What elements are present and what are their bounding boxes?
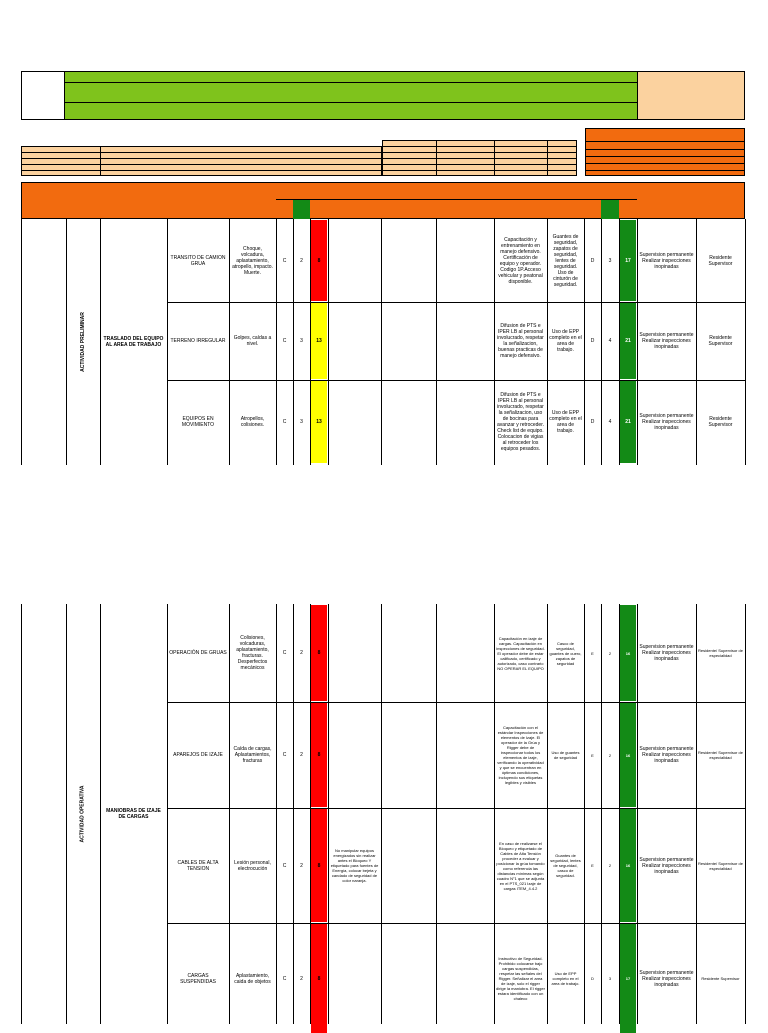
col-eliminacion — [328, 200, 381, 219]
cell-elim — [329, 605, 380, 701]
cell-accion: Supervision permanente Realizar inspecciones inopinadas — [639, 856, 694, 875]
cell-peligro: EQUIPOS EN MOVIMIENTO — [181, 416, 215, 428]
firma-header — [494, 140, 547, 146]
cell-resp: Residente Supervisor — [701, 976, 740, 981]
col-proceso — [21, 182, 66, 219]
cell-adm: Capacitación con el estándar Inspecciones de elementos de Izaje. El operador de la Grúa y Rigger debe de inspeccionar todos los elementos de izaje, verificando la operatividad y que se encuentran en óptimas condiciones, incluyendo sus etiquetas legibles y visibles — [497, 725, 544, 785]
cargo-header — [436, 140, 494, 146]
legend-row — [586, 164, 744, 171]
cell-ing — [437, 924, 493, 1033]
cell-sust — [382, 381, 435, 463]
cell-elim — [329, 220, 380, 301]
cell-epp: Uso de EPP completo en el area de trabajo. — [549, 329, 582, 353]
cell-sust — [382, 220, 435, 301]
cell-rp: E — [591, 752, 594, 758]
actividad-cell — [66, 219, 100, 465]
tarea-cell: MANIOBRAS DE IZAJE DE CARGAS — [106, 808, 161, 820]
col-evaluacion — [276, 182, 328, 200]
info-area — [21, 146, 382, 176]
cell-epp: Uso de EPP completo en el area de trabajo. — [549, 410, 582, 434]
cell-adm: Difusion de PTS e IPER LB al personal involucrado, respetar la señalizacion, buenas practicas de manejo defensivo. — [497, 323, 544, 359]
cell-rs: 3 — [608, 976, 612, 981]
cell-accion: Supervision permanente Realizar inspecciones inopinadas — [639, 969, 694, 988]
cell-rp: D — [590, 257, 595, 264]
cell-riesgo: Lesión personal, electrocución — [234, 859, 271, 872]
cell-pxs: 13 — [311, 303, 327, 379]
cell-riesgo: Choque, volcadura, aplastamiento, atropello, impacto. Muerte. — [232, 245, 273, 276]
cell-rp: D — [591, 976, 594, 981]
cell-pxs: 13 — [311, 381, 327, 463]
cell-resp: Residente Supervisor — [708, 254, 733, 267]
cell-ing — [437, 809, 493, 922]
doc-fecha — [640, 97, 742, 104]
cell-riesgo: Caída de cargas, Aplastamientos, fracturas — [233, 746, 272, 764]
col-riesgos — [229, 182, 276, 219]
cell-sust — [382, 703, 435, 807]
col-responsable — [696, 182, 745, 219]
jerarquia-legend — [585, 141, 745, 176]
cell-rpxs: 17 — [620, 220, 636, 301]
actividad-label: ACTIVIDAD PRELIMINAR — [80, 312, 87, 372]
cell-rs: 4 — [608, 338, 612, 344]
col-jerarquia — [328, 182, 584, 200]
cell-epp: Uso de guantes de seguridad — [551, 750, 580, 760]
cell-sust — [382, 809, 435, 922]
cell-rpxs: 21 — [620, 303, 636, 379]
cell-resp: Residente Supervisor — [708, 335, 733, 347]
cell-sust — [382, 924, 435, 1033]
cell-rs: 3 — [608, 257, 612, 264]
col-reevaluacion — [584, 182, 637, 200]
cell-epp: Uso de EPP completo en el area de trabajo. — [551, 971, 580, 986]
cell-p: C — [282, 975, 287, 982]
cell-epp: Casco de seguridad, guantes de cuero, zapatos de seguridad — [549, 640, 582, 666]
col-ingenieria — [436, 200, 494, 219]
cell-rp: E — [591, 650, 594, 656]
col-rp — [584, 200, 601, 219]
doc-meta-box — [637, 71, 745, 120]
cell-ing — [437, 381, 493, 463]
cell-p: C — [282, 419, 287, 425]
cell-accion: Supervision permanente Realizar inspecciones inopinadas — [639, 644, 694, 662]
cell-elim — [329, 381, 380, 463]
col-epp — [547, 200, 584, 219]
col-rs — [601, 200, 619, 219]
col-actividad — [66, 182, 100, 219]
col-sustitucion — [381, 200, 436, 219]
cell-adm: Capacitación y entrenamiento en manejo defensivo. Certificación de equipo y operador. Codigo 1P.Acceso vehicular y peatonal disponible. — [498, 236, 543, 285]
legend-row — [586, 150, 744, 157]
cell-elim — [329, 703, 380, 807]
cell-resp: Residente/ Supervisor de especialidad — [698, 750, 743, 760]
cell-p: C — [282, 862, 287, 869]
cell-adm: Capacitación en izaje de cargas. Capacitación en inspecciones de seguridad. El operador debe de estar calificado, certificado y autorizado, caso contrario NO OPERAR EL EQUIPO — [496, 635, 545, 671]
legend-row — [586, 171, 744, 177]
cell-pxs: 8 — [311, 220, 327, 301]
doc-code — [640, 73, 742, 85]
cell-accion: Supervision permanente Realizar inspecciones inopinadas — [639, 746, 694, 764]
cell-rpxs: 16 — [620, 703, 636, 807]
cell-rp: E — [591, 863, 594, 868]
cell-ing — [437, 303, 493, 379]
cell-peligro: CARGAS SUSPENDIDAS — [180, 972, 216, 985]
cell-adm: Difusion de PTS e IPER LB al personal involucrado, respetar la señalizacion, uso de bocinas para avanzar y retroceder. Check list de equipo. Colocacion de vigias al retroceder los equipos pesados. — [497, 392, 544, 452]
cell-adm: En caso de realizarse el Bloqueo y etiquetado de Cables de Alta Tensión proceder a evaluar y posicionar la grúa tomando como referencia las distancias mínimas según cuadro N°1 que se adjunta en el PTS_021 Izaje de cargas ITEM_4.4.2 — [496, 840, 545, 891]
cell-s: 2 — [300, 257, 303, 264]
cell-adm: Instructivo de Seguridad. Prohibido colocarse bajo cargas suspendidas, respetar las señales del Rigger. Señalizar el area de izaje, solo el rigger dirige la maniobra. El rigger estara identificado con un chaleco — [496, 956, 545, 1001]
cell-ing — [437, 605, 493, 701]
cell-p: C — [282, 752, 287, 758]
cell-rpxs: 17 — [620, 924, 636, 1033]
actividad-label: ACTIVIDAD OPERATIVA — [80, 785, 87, 843]
cell-rs: 2 — [608, 752, 612, 758]
cell-elim — [329, 924, 380, 1033]
col-rpxs — [619, 200, 637, 219]
cell-ing — [437, 703, 493, 807]
cell-elim — [329, 303, 380, 379]
cell-riesgo: Aplastamiento, caida de objetos — [234, 972, 271, 985]
cell-rs: 4 — [608, 419, 612, 425]
col-pxs — [310, 200, 328, 219]
cell-epp: Guantes de seguridad, zapatos de seguridad, lentes de seguridad. Uso de cinturón de seguridad. — [552, 233, 579, 288]
header-line4 — [64, 102, 638, 120]
cell-s: 2 — [300, 752, 303, 758]
cell-ing — [437, 220, 493, 301]
cell-peligro: CABLES DE ALTA TENSION — [177, 859, 219, 872]
cell-pxs: 8 — [311, 703, 327, 807]
cell-s: 3 — [300, 338, 303, 344]
doc-version — [640, 85, 742, 97]
cell-rs: 2 — [608, 650, 612, 656]
header-line2-box — [64, 82, 638, 103]
logo-box — [21, 71, 65, 120]
col-p — [276, 200, 293, 219]
cell-peligro: OPERACIÓN DE GRUAS — [169, 650, 227, 656]
cell-accion: Supervision permanente Realizar inspecciones inopinadas — [639, 251, 694, 270]
cell-resp: Residente/ Supervisor de especialidad — [698, 648, 743, 658]
cell-p: C — [282, 338, 287, 344]
cell-peligro: APAREJOS DE IZAJE — [173, 752, 223, 758]
tarea-cell: TRASLADO DEL EQUIPO AL AREA DE TRABAJO — [103, 336, 164, 348]
cell-rs: 2 — [608, 863, 612, 868]
cell-pxs: 8 — [311, 924, 327, 1033]
legend-row — [586, 157, 744, 164]
cell-riesgo: Golpes, caídas a nivel. — [233, 335, 272, 347]
cell-resp: Residente Supervisor — [708, 416, 733, 428]
cell-pxs: 8 — [311, 809, 327, 922]
cell-sust — [382, 303, 435, 379]
cell-peligro: TRANSITO DE CAMION GRUA — [170, 254, 226, 267]
cell-p: C — [282, 257, 287, 264]
cell-epp: Guantes de seguridad, lentes de seguridad, casco de seguridad. — [550, 853, 581, 878]
cell-riesgo: Colisiones, volcaduras, aplastamiento, fracturas. Desperfectos mecánicos — [236, 635, 269, 671]
actividad-cell — [66, 604, 100, 1024]
col-tarea — [100, 182, 167, 219]
cell-peligro: TERRENO IRREGULAR — [170, 338, 226, 344]
header-line3 — [65, 92, 637, 101]
cell-rpxs: 16 — [620, 809, 636, 922]
cell-rpxs: 16 — [620, 605, 636, 701]
cell-s: 2 — [300, 650, 303, 656]
cell-rp: D — [590, 419, 595, 425]
col-administrativo — [494, 200, 547, 219]
header-line2 — [65, 83, 637, 92]
cell-accion: Supervision permanente Realizar inspecciones inopinadas — [639, 413, 694, 431]
cell-rpxs: 21 — [620, 381, 636, 463]
jerarquia-legend-title — [585, 128, 745, 142]
col-accion — [637, 182, 696, 219]
cell-pxs: 8 — [311, 605, 327, 701]
cell-elim: No manipular equipos energizados sin realizar antes el Bloqueo Y etiquetado para fuentes de Energía, colocar bejeta y candado de seguridad de color naranja. — [330, 848, 379, 883]
cell-riesgo: Atropellos, colisiones. — [240, 416, 265, 428]
cell-s: 3 — [300, 419, 303, 425]
cell-resp: Residente/ Supervisor de especialidad — [698, 860, 743, 871]
cell-s: 2 — [300, 862, 303, 869]
col-s — [293, 200, 310, 219]
cell-s: 2 — [300, 975, 303, 982]
cell-rp: D — [590, 338, 595, 344]
cell-p: C — [282, 650, 287, 656]
col-peligros — [167, 182, 229, 219]
cell-sust — [382, 605, 435, 701]
legend-row — [586, 142, 744, 150]
cell-accion: Supervision permanente Realizar inspecciones inopinadas — [639, 332, 694, 350]
